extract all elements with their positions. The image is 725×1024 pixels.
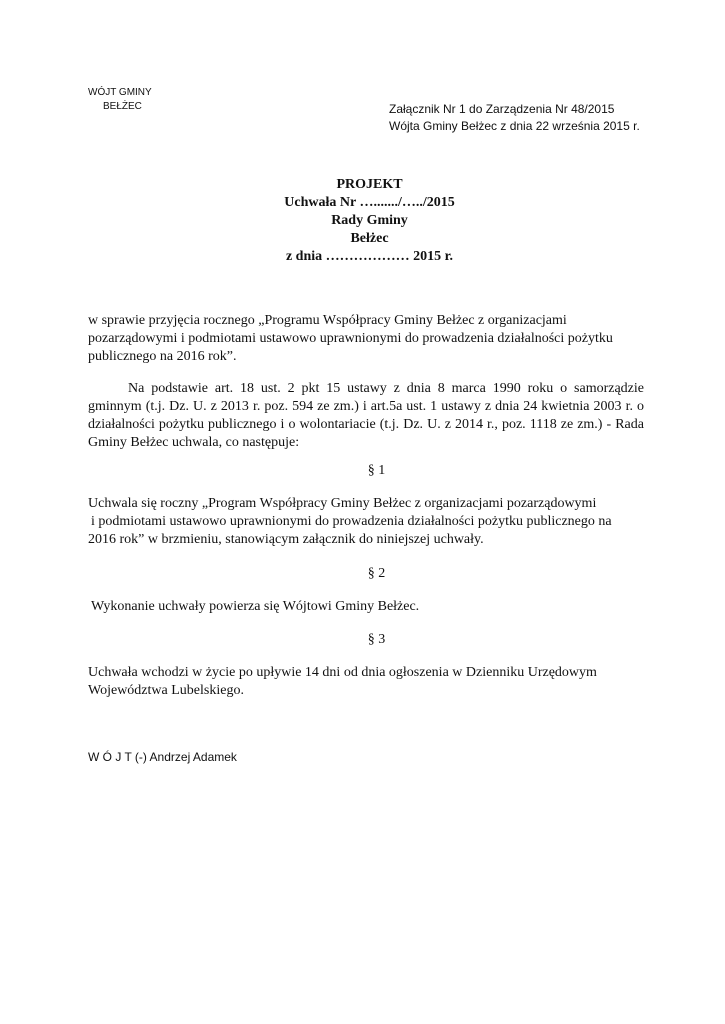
section-1-heading: § 1 bbox=[367, 463, 386, 478]
title-council: Rady Gminy bbox=[331, 213, 408, 228]
signature: W Ó J T (-) Andrzej Adamek bbox=[88, 750, 237, 764]
title-date: z dnia ……………… 2015 r. bbox=[285, 249, 454, 264]
title-resolution-number: Uchwała Nr …......./…../2015 bbox=[284, 195, 455, 210]
section-3-paragraph bbox=[88, 664, 644, 700]
section-3-line-1: Uchwała wchodzi w życie po upływie 14 dni od dnia ogłoszenia w Dzienniku Urzędowym bbox=[88, 665, 597, 680]
section-3-heading: § 3 bbox=[367, 632, 386, 647]
resolution-title bbox=[0, 176, 725, 266]
subject-line-1: w sprawie przyjęcia rocznego „Programu Współpracy Gminy Bełżec z organizacjami bbox=[88, 313, 567, 328]
section-2-paragraph: Wykonanie uchwały powierza się Wójtowi Gminy Bełżec. bbox=[91, 599, 420, 614]
subject-line-3: publicznego na 2016 rok”. bbox=[88, 349, 237, 364]
attachment-line-2: Wójta Gminy Bełżec z dnia 22 września 2015 r. bbox=[389, 119, 640, 133]
subject-paragraph bbox=[88, 312, 644, 366]
section-1-paragraph bbox=[88, 495, 644, 549]
subject-line-2: pozarządowymi i podmiotami ustawowo uprawnionymi do prowadzenia działalności pożytku bbox=[88, 331, 613, 346]
attachment-note bbox=[389, 101, 640, 135]
section-1-line-2: i podmiotami ustawowo uprawnionymi do prowadzenia działalności pożytku publicznego na bbox=[91, 514, 612, 529]
issuer-line-1: WÓJT GMINY bbox=[88, 87, 152, 98]
section-1-line-1: Uchwala się roczny „Program Współpracy Gminy Bełżec z organizacjami pozarządowymi bbox=[88, 496, 597, 511]
section-3-line-2: Województwa Lubelskiego. bbox=[88, 683, 244, 698]
section-2-heading: § 2 bbox=[367, 566, 386, 581]
attachment-line-1: Załącznik Nr 1 do Zarządzenia Nr 48/2015 bbox=[389, 102, 615, 116]
issuer-block bbox=[88, 86, 152, 114]
legal-basis-paragraph: Na podstawie art. 18 ust. 2 pkt 15 ustawy z dnia 8 marca 1990 roku o samorządzie gminnym (t.j. Dz. U. z 2013 r. poz. 594 ze zm.) i art.5a ust. 1 ustawy z dnia 24 kwietnia 2003 r. o działalności pożytku publicznego i o wolontariacie (t.j. Dz. U. z 2014 r., poz. 1118 ze zm.) - Rada Gminy Bełżec uchwala, co następuje: bbox=[88, 381, 644, 450]
title-project: PROJEKT bbox=[336, 177, 403, 192]
issuer-line-2: BEŁŻEC bbox=[103, 101, 142, 112]
title-municipality: Bełżec bbox=[350, 231, 389, 246]
section-1-line-3: 2016 rok” w brzmieniu, stanowiącym załącznik do niniejszej uchwały. bbox=[88, 532, 484, 547]
